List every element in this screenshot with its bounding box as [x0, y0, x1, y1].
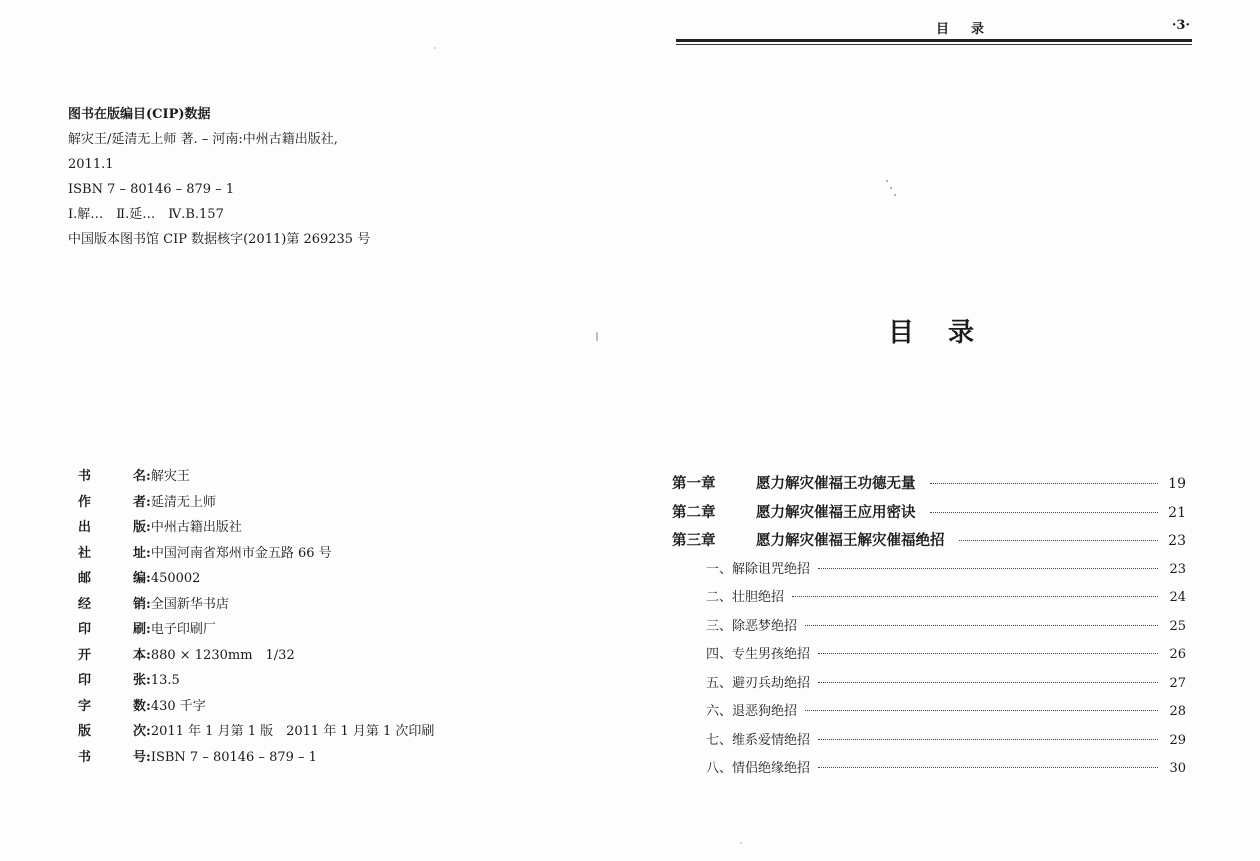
toc-page-number: 21 — [1168, 504, 1186, 521]
colophon-key-suffix: 本: — [133, 647, 151, 663]
colophon-key: 邮 — [78, 571, 92, 586]
toc-page-number: 23 — [1169, 561, 1186, 577]
colophon-key: 出 — [78, 520, 92, 535]
toc-dot-leader — [959, 540, 1159, 541]
colophon-key-suffix: 名: — [133, 469, 151, 484]
toc-page-number: 26 — [1169, 647, 1186, 662]
toc-page-number: 28 — [1169, 704, 1186, 719]
toc-dot-leader — [805, 710, 1158, 711]
colophon-row — [78, 515, 434, 541]
colophon-row — [78, 745, 434, 771]
cip-line: 2011.1 — [68, 157, 114, 172]
toc-page-number: 29 — [1169, 732, 1186, 748]
colophon-value: ISBN 7 – 80146 – 879 – 1 — [150, 749, 317, 765]
toc-list — [672, 470, 1186, 784]
cip-line: ISBN 7 – 80146 – 879 – 1 — [68, 182, 235, 197]
colophon-key: 社 — [78, 545, 92, 561]
running-head — [676, 14, 1190, 38]
colophon-key-suffix: 编: — [133, 571, 151, 586]
colophon-value: 450002 — [150, 571, 201, 586]
toc-section-entry — [672, 727, 1186, 756]
toc-section-entry — [672, 755, 1186, 784]
toc-page-number: 25 — [1169, 618, 1186, 634]
toc-dot-leader — [792, 596, 1158, 597]
toc-chapter-number: 第三章 — [672, 532, 716, 549]
colophon-key: 开 — [78, 647, 92, 663]
colophon-row — [78, 592, 434, 618]
colophon-key: 作 — [78, 494, 92, 510]
toc-chapter-entry — [672, 470, 1186, 499]
toc-entry-title: 三、除恶梦绝招 — [706, 618, 798, 634]
header-rule — [676, 39, 1192, 42]
colophon-row — [78, 643, 434, 669]
colophon-key-suffix: 者: — [133, 494, 151, 510]
colophon-key-suffix: 号: — [133, 749, 151, 765]
toc-entry-title: 愿力解灾催福王功德无量 — [756, 475, 916, 492]
colophon-value: 全国新华书店 — [150, 596, 229, 612]
colophon-value: 880 × 1230mm 1/32 — [150, 647, 295, 663]
cip-line: 中国版本图书馆 CIP 数据核字(2011)第 269235 号 — [68, 232, 371, 247]
colophon-key: 书 — [78, 469, 92, 484]
running-head-title: 目录 — [936, 22, 1007, 37]
toc-section-entry — [672, 641, 1186, 670]
colophon-key: 印 — [78, 622, 92, 637]
colophon-row — [78, 490, 434, 516]
toc-chapter-entry — [672, 499, 1186, 528]
colophon-row — [78, 617, 434, 643]
colophon-row — [78, 694, 434, 720]
colophon-value: 中州古籍出版社 — [150, 520, 242, 535]
toc-page-number: 27 — [1169, 675, 1186, 691]
toc-entry-title: 愿力解灾催福王应用密诀 — [756, 503, 916, 521]
colophon-row — [78, 719, 434, 745]
toc-dot-leader — [818, 682, 1158, 683]
toc-section-entry — [672, 584, 1186, 613]
colophon-key-suffix: 址: — [133, 545, 151, 561]
colophon-value: 2011 年 1 月第 1 版 2011 年 1 月第 1 次印刷 — [150, 724, 435, 739]
contents-page — [630, 0, 1260, 861]
colophon-row — [78, 668, 434, 694]
colophon-key-suffix: 刷: — [133, 622, 151, 637]
colophon-row — [78, 464, 434, 490]
cip-line: Ⅰ.解… Ⅱ.延… Ⅳ.B.157 — [68, 207, 224, 222]
toc-chapter-number: 第二章 — [672, 503, 716, 521]
colophon-row — [78, 541, 434, 567]
toc-entry-title: 六、退恶狗绝招 — [706, 704, 798, 719]
scan-speck — [894, 194, 896, 196]
colophon-key-suffix: 销: — [133, 596, 151, 612]
colophon-key: 经 — [78, 596, 92, 612]
colophon-row — [78, 566, 434, 592]
toc-chapter-entry — [672, 527, 1186, 556]
colophon-key: 书 — [78, 749, 92, 765]
toc-dot-leader — [818, 739, 1158, 740]
toc-entry-title: 八、情侣绝缘绝招 — [706, 761, 811, 776]
colophon-key: 字 — [78, 698, 92, 714]
toc-entry-title: 五、避刃兵劫绝招 — [706, 675, 811, 691]
toc-dot-leader — [818, 767, 1158, 768]
toc-section-entry — [672, 698, 1186, 727]
toc-title: 目录 — [888, 318, 1009, 348]
colophon-value: 中国河南省郑州市金五路 66 号 — [150, 545, 332, 561]
header-rule-thin — [676, 44, 1192, 45]
toc-entry-title: 二、壮胆绝招 — [706, 590, 785, 605]
colophon-key-suffix: 次: — [133, 724, 151, 739]
toc-section-entry — [672, 556, 1186, 585]
toc-section-entry — [672, 670, 1186, 699]
colophon-key-suffix: 版: — [133, 520, 151, 535]
scan-speck — [434, 47, 436, 49]
toc-entry-title: 四、专生男孩绝招 — [706, 647, 811, 662]
colophon-value: 电子印刷厂 — [150, 622, 216, 637]
scan-speck — [740, 842, 742, 844]
toc-section-entry — [672, 613, 1186, 642]
toc-entry-title: 七、维系爱情绝招 — [706, 732, 811, 748]
colophon-key-suffix: 数: — [133, 698, 151, 714]
scan-speck — [886, 180, 888, 182]
cip-heading: 图书在版编目(CIP)数据 — [68, 107, 211, 122]
toc-page-number: 30 — [1169, 761, 1186, 776]
colophon-key-suffix: 张: — [133, 673, 151, 688]
toc-page-number: 23 — [1168, 533, 1186, 549]
toc-dot-leader — [805, 625, 1158, 626]
toc-dot-leader — [818, 568, 1158, 569]
toc-entry-title: 愿力解灾催福王解灾催福绝招 — [756, 532, 945, 549]
toc-dot-leader — [930, 512, 1159, 513]
colophon-key: 印 — [78, 673, 92, 688]
toc-page-number: 24 — [1169, 590, 1186, 605]
toc-page-number: 19 — [1168, 476, 1186, 492]
toc-dot-leader — [930, 483, 1159, 484]
toc-dot-leader — [818, 653, 1158, 654]
colophon-key: 版 — [78, 724, 92, 739]
colophon-value: 解灾王 — [150, 469, 190, 484]
page-number: ·3· — [1171, 18, 1190, 33]
colophon-value: 13.5 — [150, 673, 180, 688]
colophon-value: 430 千字 — [150, 698, 206, 714]
colophon-value: 延清无上师 — [150, 494, 216, 510]
colophon-block — [78, 464, 434, 770]
cip-line: 解灾王/延清无上师 著. – 河南:中州古籍出版社, — [68, 132, 338, 147]
toc-chapter-number: 第一章 — [672, 475, 716, 492]
scan-speck — [596, 332, 598, 341]
toc-entry-title: 一、解除诅咒绝招 — [706, 561, 811, 577]
scan-speck — [890, 187, 892, 189]
cip-block — [68, 102, 370, 252]
